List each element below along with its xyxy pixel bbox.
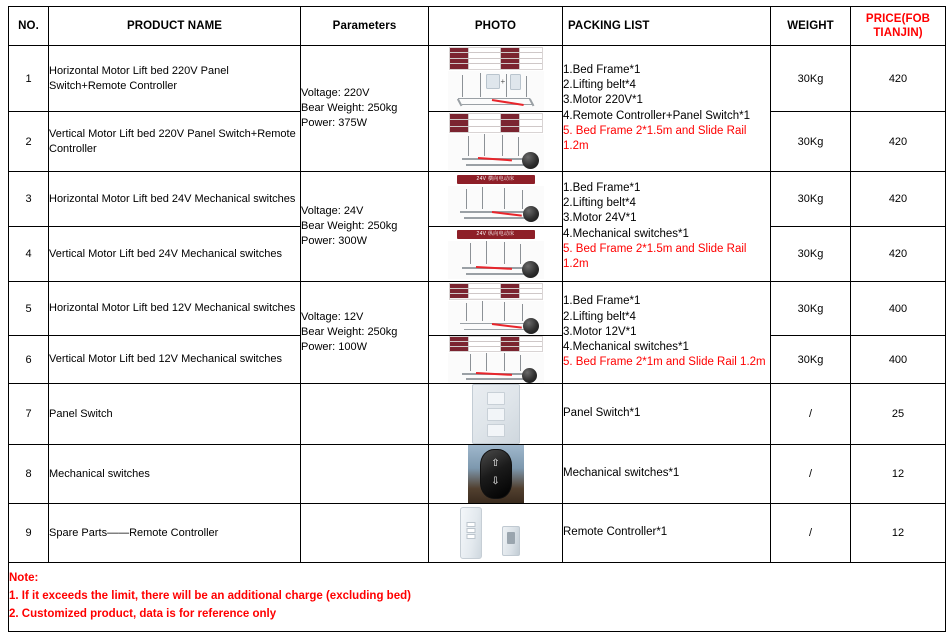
cell-weight: 30Kg: [771, 336, 851, 384]
cell-photo: [429, 336, 563, 384]
note-title: Note:: [9, 572, 39, 585]
cell-price: 400: [851, 336, 946, 384]
motor-blob-graphic: [522, 261, 539, 278]
panel-switch-photo: [472, 384, 520, 444]
packing-line-2: 2.Lifting belt*4: [563, 78, 636, 91]
table-row: [9, 384, 946, 445]
note-row: [9, 563, 946, 632]
cell-parameters-empty: [301, 504, 429, 563]
photo-banner-label: 24V 纵向电动床: [476, 231, 515, 237]
spec-mini-table-graphic: [449, 283, 543, 300]
cell-no: 6: [9, 336, 49, 384]
note-line-1: 1. If it exceeds the limit, there will be an additional charge (excluding bed): [9, 590, 411, 603]
lift-bed-photo-220v-vertical: [429, 113, 562, 170]
spec-mini-table-graphic: [449, 47, 543, 70]
cell-packing-list-220v: [563, 46, 771, 172]
cell-no: 5: [9, 282, 49, 336]
cell-price: 420: [851, 46, 946, 112]
photo-banner-24v-horizontal: [457, 175, 535, 184]
packing-line-5-highlight: 5. Bed Frame 2*1.5m and Slide Rail 1.2m: [563, 242, 747, 271]
cell-weight: 30Kg: [771, 46, 851, 112]
panel-switch-thumb-icon: [486, 74, 500, 89]
motor-blob-graphic: [523, 206, 539, 222]
cell-price: 12: [851, 504, 946, 563]
note-line-2: 2. Customized product, data is for reference only: [9, 607, 277, 620]
cell-product-name: Horizontal Motor Lift bed 12V Mechanical switches: [49, 282, 301, 336]
column-header-product-name: PRODUCT NAME: [49, 7, 301, 46]
cell-no: 8: [9, 445, 49, 504]
table-row: [9, 172, 946, 227]
arrow-down-icon: ⇩: [491, 476, 500, 487]
cell-packing-list: Panel Switch*1: [563, 384, 771, 445]
cell-price: 420: [851, 112, 946, 172]
cell-parameters-220v: [301, 46, 429, 172]
column-header-photo: PHOTO: [429, 7, 563, 46]
cell-product-name: Vertical Motor Lift bed 12V Mechanical switches: [49, 336, 301, 384]
cell-no: 7: [9, 384, 49, 445]
cell-weight: 30Kg: [771, 227, 851, 282]
param-voltage: Voltage: 220V: [301, 87, 370, 100]
lift-bed-photo-220v-horizontal: [429, 47, 562, 111]
table-header: [9, 7, 946, 46]
packing-line-3: 3.Motor 12V*1: [563, 325, 637, 338]
cell-no: 2: [9, 112, 49, 172]
column-header-price: [851, 7, 946, 46]
motor-blob-graphic: [522, 152, 539, 169]
cell-no: 3: [9, 172, 49, 227]
param-voltage: Voltage: 24V: [301, 205, 364, 218]
bed-frame-illustration: [448, 353, 544, 383]
cell-photo: [429, 282, 563, 336]
cell-weight: /: [771, 445, 851, 504]
param-bear-weight: Bear Weight: 250kg: [301, 102, 398, 115]
packing-line-5-highlight: 5. Bed Frame 2*1.5m and Slide Rail 1.2m: [563, 124, 747, 153]
table-row: [9, 282, 946, 336]
cell-price: 25: [851, 384, 946, 445]
table-row: [9, 112, 946, 172]
price-header-line-2: TIANJIN): [873, 27, 923, 39]
cell-price: 400: [851, 282, 946, 336]
packing-line-1: 1.Bed Frame*1: [563, 181, 641, 194]
param-power: Power: 375W: [301, 116, 368, 129]
cell-photo: [429, 504, 563, 563]
spec-mini-table-graphic: [449, 113, 543, 133]
column-header-parameters: Parameters: [301, 7, 429, 46]
cell-parameters-12v: [301, 282, 429, 384]
lift-bed-photo-12v-horizontal: [429, 283, 562, 335]
cell-weight: 30Kg: [771, 172, 851, 227]
packing-line-1: 1.Bed Frame*1: [563, 63, 641, 76]
lift-bed-photo-24v-horizontal: [429, 175, 562, 224]
cell-price: 420: [851, 227, 946, 282]
cell-product-name: Spare Parts——Remote Controller: [49, 504, 301, 563]
motor-blob-graphic: [522, 368, 537, 383]
lift-bed-photo-12v-vertical: [429, 336, 562, 383]
cell-weight: 30Kg: [771, 282, 851, 336]
table-row: [9, 336, 946, 384]
table-row: [9, 445, 946, 504]
table-row: [9, 227, 946, 282]
packing-line-4: 4.Mechanical switches*1: [563, 227, 689, 240]
bed-frame-illustration: [448, 134, 544, 170]
cell-price: 12: [851, 445, 946, 504]
product-specification-table: [8, 6, 946, 632]
motor-blob-graphic: [523, 318, 539, 334]
spec-mini-table-graphic: [449, 336, 543, 352]
param-bear-weight: Bear Weight: 250kg: [301, 220, 398, 233]
cell-product-name: Horizontal Motor Lift bed 24V Mechanical switches: [49, 172, 301, 227]
plus-icon: +: [500, 76, 506, 86]
header-row: [9, 7, 946, 46]
cell-product-name: Vertical Motor Lift bed 24V Mechanical switches: [49, 227, 301, 282]
cell-weight: 30Kg: [771, 112, 851, 172]
cell-photo: [429, 227, 563, 282]
bed-frame-illustration: [448, 71, 544, 111]
cell-product-name: Vertical Motor Lift bed 220V Panel Switch+Remote Controller: [49, 112, 301, 172]
cell-photo: [429, 172, 563, 227]
cell-parameters-empty: [301, 445, 429, 504]
cell-no: 1: [9, 46, 49, 112]
mechanical-switch-photo: [468, 445, 524, 503]
packing-line-1: 1.Bed Frame*1: [563, 295, 641, 308]
packing-line-3: 3.Motor 220V*1: [563, 94, 643, 107]
price-header-line-1: PRICE(FOB: [865, 12, 931, 25]
bed-frame-illustration: [448, 241, 544, 279]
packing-line-3: 3.Motor 24V*1: [563, 212, 637, 225]
cell-product-name: Mechanical switches: [49, 445, 301, 504]
cell-no: 9: [9, 504, 49, 563]
table-row: [9, 504, 946, 563]
cell-photo: [429, 46, 563, 112]
param-voltage: Voltage: 12V: [301, 311, 364, 324]
cell-packing-list-12v: [563, 282, 771, 384]
note-block: [9, 563, 946, 632]
cell-packing-list: Remote Controller*1: [563, 504, 771, 563]
lift-bed-photo-24v-vertical: [429, 230, 562, 279]
cell-packing-list: Mechanical switches*1: [563, 445, 771, 504]
cell-parameters-24v: [301, 172, 429, 282]
cell-product-name: Horizontal Motor Lift bed 220V Panel Switch+Remote Controller: [49, 46, 301, 112]
table-body: [9, 46, 946, 632]
cell-photo: [429, 445, 563, 504]
param-power: Power: 100W: [301, 340, 368, 353]
photo-banner-24v-vertical: [457, 230, 535, 239]
packing-line-4: 4.Mechanical switches*1: [563, 341, 689, 354]
bed-frame-illustration: [448, 186, 544, 224]
remote-controller-thumb-icon: [510, 74, 521, 90]
packing-line-2: 2.Lifting belt*4: [563, 310, 636, 323]
remote-controller-photo: [454, 504, 538, 562]
cell-packing-list-24v: [563, 172, 771, 282]
cell-no: 4: [9, 227, 49, 282]
column-header-weight: WEIGHT: [771, 7, 851, 46]
cell-weight: /: [771, 384, 851, 445]
column-header-no: NO.: [9, 7, 49, 46]
cell-parameters-empty: [301, 384, 429, 445]
packing-line-2: 2.Lifting belt*4: [563, 196, 636, 209]
cell-weight: /: [771, 504, 851, 563]
packing-line-4: 4.Remote Controller+Panel Switch*1: [563, 109, 750, 122]
photo-banner-label: 24V 横向电动床: [476, 176, 515, 182]
cell-product-name: Panel Switch: [49, 384, 301, 445]
param-bear-weight: Bear Weight: 250kg: [301, 326, 398, 339]
bed-frame-illustration: [448, 301, 544, 335]
cell-photo: [429, 112, 563, 172]
cell-price: 420: [851, 172, 946, 227]
column-header-packing-list: PACKING LIST: [563, 7, 771, 46]
arrow-up-icon: ⇧: [491, 458, 500, 469]
param-power: Power: 300W: [301, 234, 368, 247]
packing-line-5-highlight: 5. Bed Frame 2*1m and Slide Rail 1.2m: [563, 356, 766, 369]
remote-handset-graphic: [460, 507, 482, 559]
cell-photo: [429, 384, 563, 445]
receiver-module-graphic: [502, 526, 520, 556]
table-row: [9, 46, 946, 112]
